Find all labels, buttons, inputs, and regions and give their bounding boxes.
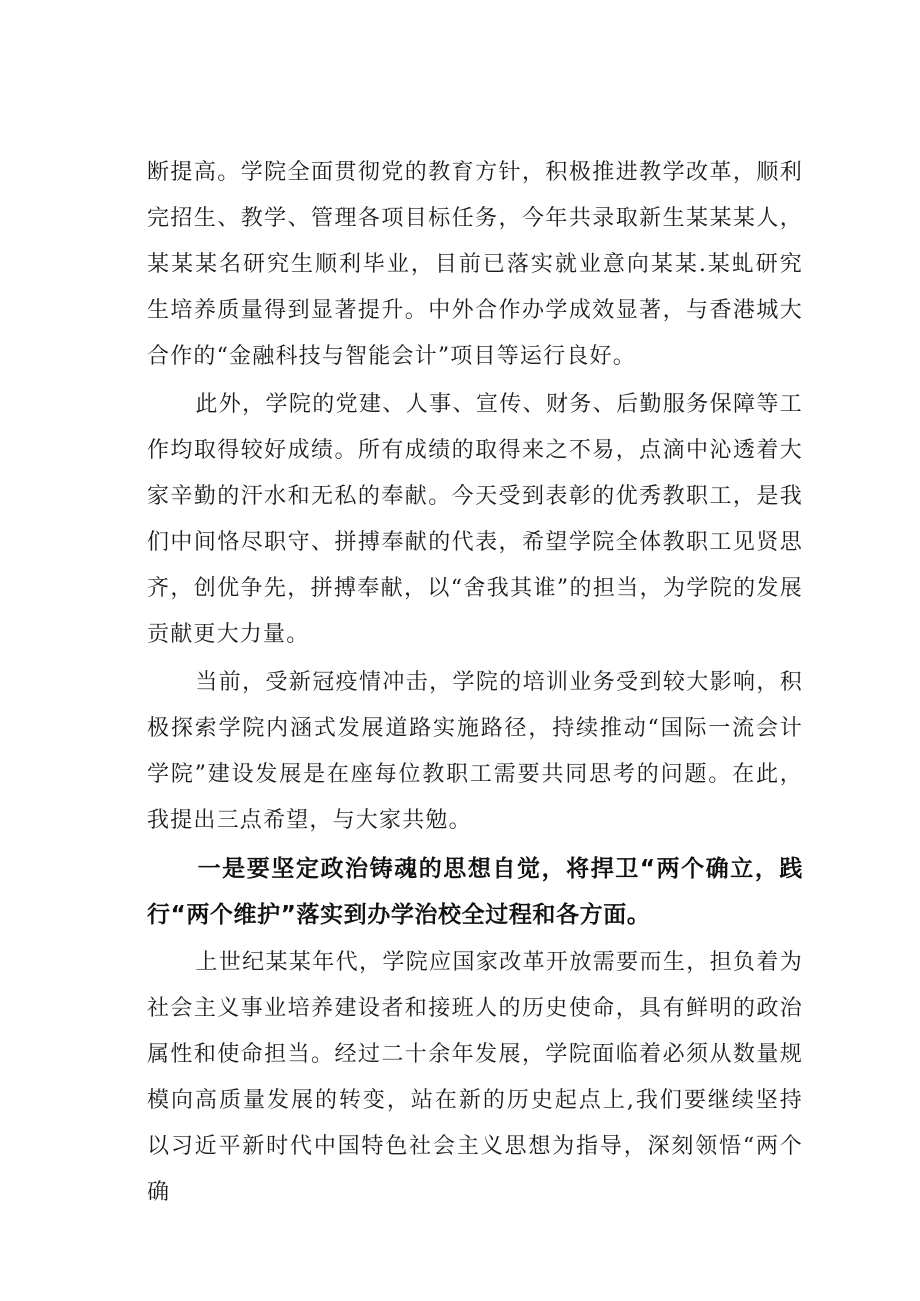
paragraph-history: 上世纪某某年代，学院应国家改革开放需要而生，担负着为社会主义事业培养建设者和接班人的历史使命，具有鲜明的政治属性和使命担当。经过二十余年发展，学院面临着必须从数量规模向高质量发展的转变，站在新的历史起点上,我们要继续坚持以习近平新时代中国特色社会主义思想为指导，深刻领悟“两个确 (147, 950, 803, 1205)
document-body (147, 150, 803, 1216)
paragraph-continuation: 断提高。学院全面贯彻党的教育方针，积极推进教学改革，顺利完招生、教学、管理各项目标任务，今年共录取新生某某某人，某某某名研究生顺利毕业，目前已落实就业意向某某.某虬研究生培养质量得到显著提升。中外合作办学成效显著，与香港城大合作的“金融科技与智能会计”项目等运行良好。 (147, 160, 803, 369)
paragraph-achievements: 此外，学院的党建、人事、宣传、财务、后勤服务保障等工作均取得较好成绩。所有成绩的取得来之不易，点滴中沁透着大家辛勤的汗水和无私的奉献。今天受到表彰的优秀教职工，是我们中间恪尽职守、拼搏奉献的代表，希望学院全体教职工见贤思齐，创优争先，拼搏奉献，以“舍我其谁”的担当，为学院的发展贡献更大力量。 (147, 392, 803, 647)
section-heading-first-hope: 一是要坚定政治铸魂的思想自觉，将捍卫“两个确立，践行“两个维护”落实到办学治校全过程和各方面。 (147, 856, 803, 928)
paragraph-current-situation: 当前，受新冠疫情冲击，学院的培训业务受到较大影响，积极探索学院内涵式发展道路实施路径，持续推动“国际一流会计学院”建设发展是在座每位教职工需要共同思考的问题。在此，我提出三点希望，与大家共勉。 (147, 670, 803, 833)
